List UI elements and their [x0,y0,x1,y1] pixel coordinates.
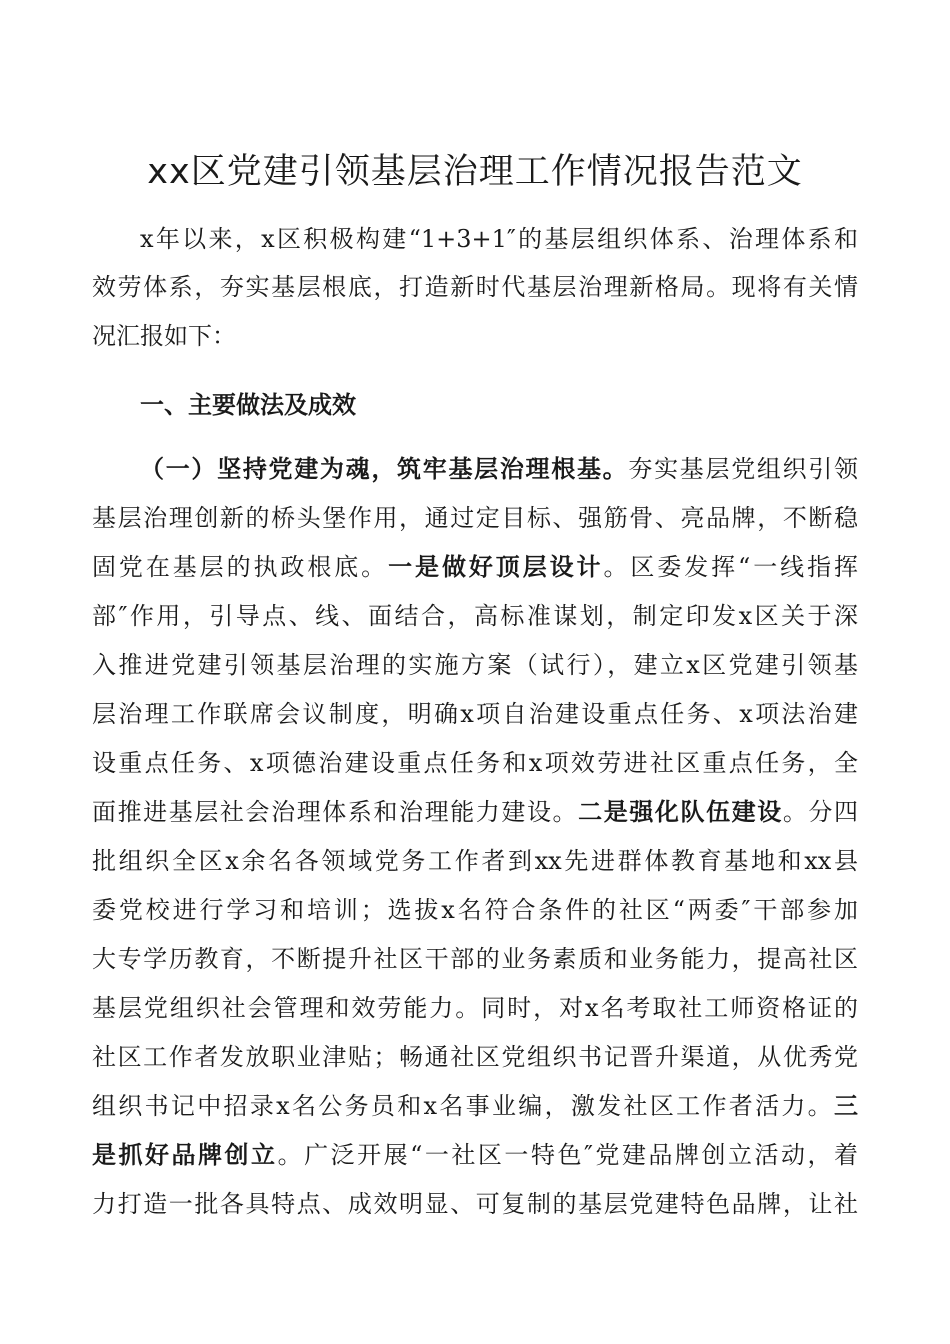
body-line-13: 社区工作者发放职业津贴；畅通社区党组织书记晋升渠道，从优秀党 [92,1043,858,1071]
intro-line-1: x年以来，x区积极构建“1+3+1″的基层组织体系、治理体系和 [140,225,858,253]
body-line-5: 入推进党建引领基层治理的实施方案（试行），建立x区党建引领基 [92,651,858,679]
body-line-9: 批组织全区x余名各领域党务工作者到xx先进群体教育基地和xx县 [92,847,858,875]
body-text: 组织书记中招录x名公务员和x名事业编，激发社区工作者活力。 [92,1092,834,1120]
body-text: 夯实基层党组织引领 [628,455,858,483]
document-title: xx区党建引领基层治理工作情况报告范文 [147,152,803,192]
section-heading: 一、主要做法及成效 [140,391,356,419]
body-line-8 [92,788,858,836]
key-point-3: 是抓好品牌创立 [92,1140,278,1169]
body-line-2: 基层治理创新的桥头堡作用，通过定目标、强筋骨、亮品牌，不断稳 [92,504,858,532]
body-line-7: 设重点任务、x项德治建设重点任务和x项效劳进社区重点任务，全 [92,749,858,777]
intro-line-2: 效劳体系，夯实基层根底，打造新时代基层治理新格局。现将有关情 [92,273,858,301]
body-line-14 [92,1082,858,1130]
intro-line-3: 况汇报如下： [92,322,236,350]
key-point-3-start: 三 [834,1091,858,1120]
body-line-4: 部″作用，引导点、线、面结合，高标准谋划，制定印发x区关于深 [92,602,858,630]
body-text: 。广泛开展“一社区一特色″党建品牌创立活动，着 [277,1141,858,1169]
body-text: 。区委发挥“一线指挥 [603,553,858,581]
body-line-1 [140,445,858,493]
body-line-12: 基层党组织社会管理和效劳能力。同时，对x名考取社工师资格证的 [92,994,858,1022]
key-point-2: 二是强化队伍建设 [578,797,783,826]
body-line-3 [92,543,858,591]
body-line-10: 委党校进行学习和培训；选拔x名符合条件的社区“两委″干部参加 [92,896,858,924]
body-line-11: 大专学历教育，不断提升社区干部的业务素质和业务能力，提高社区 [92,945,858,973]
key-point-1: 一是做好顶层设计 [388,552,604,581]
body-text: 。分四 [782,798,858,826]
body-text: 固党在基层的执政根底。 [92,553,389,581]
body-text: 面推进基层社会治理体系和治理能力建设。 [92,798,579,826]
body-line-16: 力打造一批各具特点、成效明显、可复制的基层党建特色品牌，让社 [92,1190,858,1218]
body-line-15 [92,1131,858,1179]
subsection-heading: （一）坚持党建为魂，筑牢基层治理根基。 [140,454,629,483]
body-line-6: 层治理工作联席会议制度，明确x项自治建设重点任务、x项法治建 [92,700,858,728]
